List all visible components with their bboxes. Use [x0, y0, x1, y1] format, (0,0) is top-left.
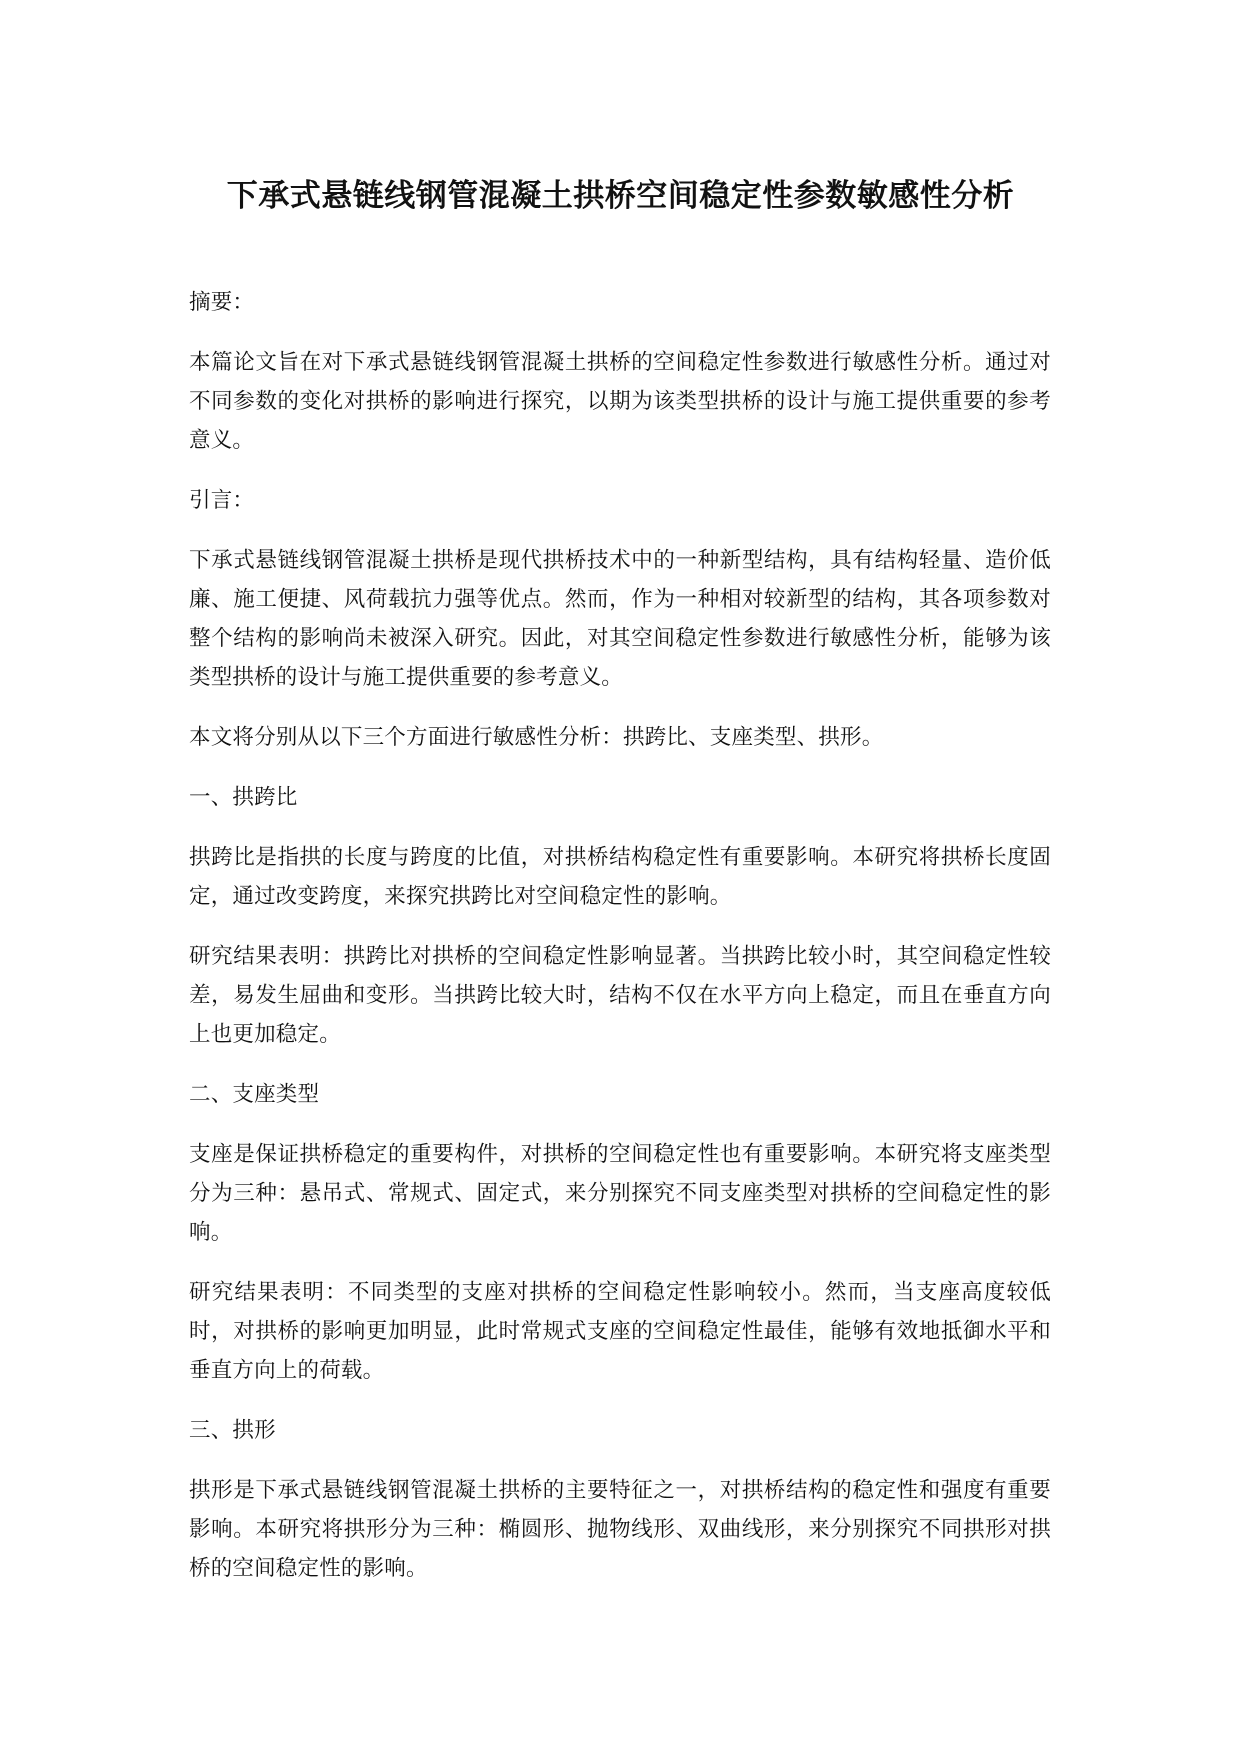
paragraph-introduction: 下承式悬链线钢管混凝土拱桥是现代拱桥技术中的一种新型结构，具有结构轻量、造价低廉、施工便捷、风荷载抗力强等优点。然而，作为一种相对较新型的结构，其各项参数对整个结构的影响尚未被深入研究。因此，对其空间稳定性参数进行敏感性分析，能够为该类型拱桥的设计与施工提供重要的参考意义。	[189, 548, 1051, 690]
paragraph-arch-shape-definition: 拱形是下承式悬链线钢管混凝土拱桥的主要特征之一，对拱桥结构的稳定性和强度有重要影响。本研究将拱形分为三种：椭圆形、抛物线形、双曲线形，来分别探究不同拱形对拱桥的空间稳定性的影响。	[189, 1478, 1051, 1581]
paragraph-abstract: 本篇论文旨在对下承式悬链线钢管混凝土拱桥的空间稳定性参数进行敏感性分析。通过对不同参数的变化对拱桥的影响进行探究，以期为该类型拱桥的设计与施工提供重要的参考意义。	[189, 350, 1051, 453]
section-heading-abstract: 摘要：	[189, 290, 255, 315]
paragraph-support-type-definition: 支座是保证拱桥稳定的重要构件，对拱桥的空间稳定性也有重要影响。本研究将支座类型分为三种：悬吊式、常规式、固定式，来分别探究不同支座类型对拱桥的空间稳定性的影响。	[189, 1142, 1051, 1245]
document-title: 下承式悬链线钢管混凝土拱桥空间稳定性参数敏感性分析	[226, 178, 1015, 214]
document-body	[189, 283, 1051, 1609]
section-heading-introduction: 引言：	[189, 488, 255, 513]
paragraph-span-ratio-results: 研究结果表明：拱跨比对拱桥的空间稳定性影响显著。当拱跨比较小时，其空间稳定性较差，易发生屈曲和变形。当拱跨比较大时，结构不仅在水平方向上稳定，而且在垂直方向上也更加稳定。	[189, 944, 1051, 1047]
section-heading-arch-shape: 三、拱形	[189, 1418, 276, 1443]
paragraph-span-ratio-definition: 拱跨比是指拱的长度与跨度的比值，对拱桥结构稳定性有重要影响。本研究将拱桥长度固定，通过改变跨度，来探究拱跨比对空间稳定性的影响。	[189, 845, 1051, 909]
section-heading-span-ratio: 一、拱跨比	[189, 785, 298, 810]
section-heading-support-type: 二、支座类型	[189, 1082, 320, 1107]
paragraph-outline: 本文将分别从以下三个方面进行敏感性分析：拱跨比、支座类型、拱形。	[189, 725, 884, 750]
paragraph-support-type-results: 研究结果表明：不同类型的支座对拱桥的空间稳定性影响较小。然而，当支座高度较低时，对拱桥的影响更加明显，此时常规式支座的空间稳定性最佳，能够有效地抵御水平和垂直方向上的荷载。	[189, 1280, 1051, 1383]
